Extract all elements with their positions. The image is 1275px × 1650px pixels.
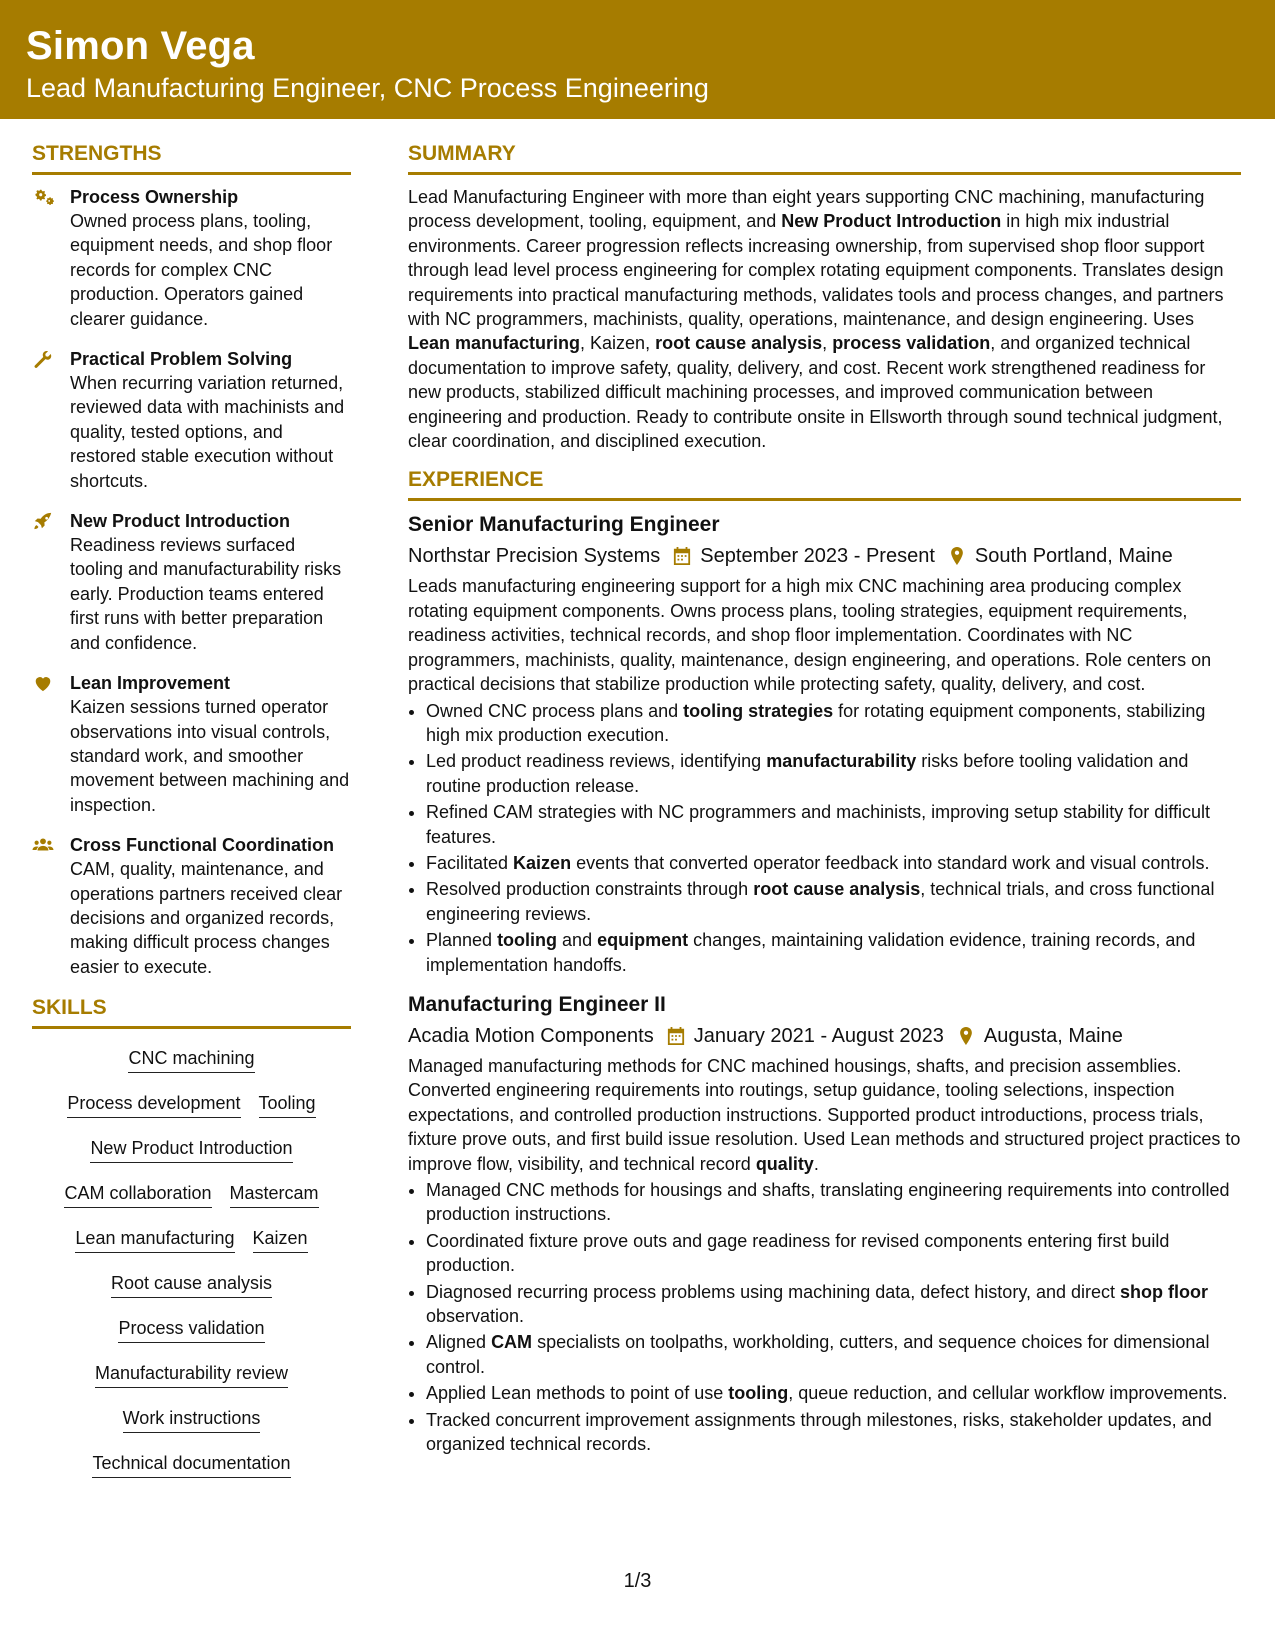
contact-email[interactable] [192, 117, 434, 139]
list-item: • Resolved production constraints through root cause analysis, technical trials, and cross functional engineering reviews. [426, 877, 1241, 926]
rocket-icon [32, 511, 54, 531]
page-number: 1/3 [623, 1570, 652, 1592]
phone-icon [26, 118, 46, 138]
experience-heading: EXPERIENCE [408, 467, 1241, 501]
job-location: South Portland, Maine [974, 545, 1173, 568]
wrench-icon [32, 349, 54, 369]
phone-text: (207) 555-1846 [51, 118, 175, 138]
strength-title: Cross Functional Coordination [70, 835, 334, 856]
map-pin-icon [957, 1026, 975, 1046]
summary-text: Lead Manufacturing Engineer with more than eight years supporting CNC machining, manufacturing process development, tooling, equipment, and New Product Introduction in high mix industrial environments. Career progression reflects increasing ownership, from supervised shop floor support through lead level process engineering for complex rotating equipment components. Translates design requirements into practical manufacturing methods, validates tools and process changes, and partners with NC programmers, machinists, quality, operations, maintenance, and design engineering. Uses Lean manufacturing, Kaizen, root cause analysis, process validation, and organized technical documentation to improve safety, quality, delivery, and cost. Recent work strengthened readiness for new products, stabilized difficult machining processes, and improved communication between engineering and production. Ready to contribute onsite in Ellsworth through sound technical judgment, clear coordination, and disciplined execution. [408, 187, 1224, 452]
skill-tag: Root cause analysis [111, 1272, 272, 1298]
strength-title: Practical Problem Solving [70, 349, 293, 370]
skill-tag: Lean manufacturing [75, 1227, 234, 1253]
contact-phone[interactable] [26, 117, 174, 139]
strength-description: Readiness reviews surfaced tooling and manufacturability risks early. Production teams entered first runs with better preparation and confidence. [70, 535, 342, 653]
job-company: Northstar Precision Systems [408, 545, 661, 568]
strength-item [32, 509, 351, 655]
skill-tag: Kaizen [253, 1227, 308, 1253]
strength-description: Kaizen sessions turned operator observations into visual controls, standard work, and smoother movement between machining and inspection. [70, 697, 350, 815]
heart-icon [32, 673, 54, 693]
list-item: • Aligned CAM specialists on toolpaths, workholding, cutters, and sequence choices for dimensional control. [426, 1330, 1241, 1379]
list-item: • Coordinated fixture prove outs and gage readiness for revised components entering first build production. [426, 1229, 1241, 1278]
strength-title: Lean Improvement [70, 673, 231, 694]
skill-tag: Tooling [259, 1092, 316, 1118]
skill-tag: Process validation [118, 1317, 264, 1343]
strength-title: New Product Introduction [70, 511, 290, 532]
job-entry [408, 991, 1241, 1457]
list-item: • Applied Lean methods to point of use tooling, queue reduction, and cellular workflow improvements. [426, 1381, 1241, 1405]
list-item: • Owned CNC process plans and tooling strategies for rotating equipment components, stabilizing high mix production execution. [426, 699, 1241, 748]
candidate-name: Simon Vega [26, 24, 255, 68]
list-item: • Refined CAM strategies with NC programmers and machinists, improving setup stability for difficult features. [426, 800, 1241, 849]
job-bullets [408, 1178, 1241, 1456]
skill-tag: Process development [67, 1092, 240, 1118]
calendar-icon [673, 546, 691, 566]
strength-description: CAM, quality, maintenance, and operations partners received clear decisions and organized records, making difficult process changes easier to execute. [70, 859, 343, 977]
resume-body [0, 119, 1275, 1489]
list-item: • Facilitated Kaizen events that converted operator feedback into standard work and visual controls. [426, 851, 1241, 875]
skills-heading: SKILLS [32, 995, 351, 1029]
linkedin-icon [452, 118, 472, 138]
list-item: • Diagnosed recurring process problems using machining data, defect history, and direct shop floor observation. [426, 1280, 1241, 1329]
strength-item [32, 347, 351, 493]
map-pin-icon [948, 546, 966, 566]
job-title: Senior Manufacturing Engineer [408, 513, 720, 537]
linkedin-text: linkedin.com/example/simonvega [477, 118, 743, 138]
strengths-heading: STRENGTHS [32, 141, 351, 175]
right-column [408, 141, 1241, 1489]
strength-description: When recurring variation returned, reviewed data with machinists and quality, tested options, and restored stable execution without shortcuts. [70, 373, 345, 491]
left-column [32, 141, 351, 1489]
skill-tag: CAM collaboration [64, 1182, 211, 1208]
summary-heading: SUMMARY [408, 141, 1241, 175]
calendar-icon [667, 1026, 685, 1046]
list-item: • Led product readiness reviews, identifying manufacturability risks before tooling validation and routine production release. [426, 749, 1241, 798]
job-bullets [408, 699, 1241, 977]
strength-item [32, 185, 351, 331]
job-meta [408, 542, 1241, 570]
job-company: Acadia Motion Components [408, 1024, 654, 1047]
strength-item [32, 671, 351, 817]
job-description: Managed manufacturing methods for CNC machined housings, shafts, and precision assemblies. Converted engineering requirements into routings, setup guidance, tooling selections, inspection expectations, and controlled production instructions. Supported product introductions, process trials, fixture prove outs, and first build issue resolution. Used Lean methods and structured project practices to improve flow, visibility, and technical record quality. [408, 1055, 1241, 1174]
skill-tag: Manufacturability review [95, 1362, 288, 1388]
resume-header [0, 0, 1275, 138]
skills-list [32, 1039, 351, 1489]
job-dates: January 2021 - August 2023 [693, 1024, 944, 1047]
job-entry [408, 511, 1241, 977]
email-text: simon.vega@example.com [217, 118, 435, 138]
list-item: • Tracked concurrent improvement assignments through milestones, risks, stakeholder updates, and organized technical records. [426, 1408, 1241, 1457]
strength-item [32, 833, 351, 979]
skill-tag: Work instructions [123, 1407, 261, 1433]
skill-tag: New Product Introduction [90, 1137, 292, 1163]
job-dates: September 2023 - Present [700, 545, 935, 568]
skill-tag: Mastercam [230, 1182, 319, 1208]
contact-linkedin[interactable] [452, 117, 742, 139]
envelope-icon [192, 118, 212, 138]
gears-icon [32, 187, 54, 207]
map-pin-icon [761, 118, 781, 138]
job-description: Leads manufacturing engineering support for a high mix CNC machining area producing complex rotating equipment components. Owns process plans, tooling strategies, equipment requirements, readiness activities, technical records, and shop floor implementation. Coordinates with NC programmers, machinists, quality, maintenance, design engineering, and operations. Role centers on practical decisions that stabilize production while protecting safety, quality, delivery, and cost. [408, 576, 1212, 695]
list-item: • Planned tooling and equipment changes, maintaining validation evidence, training records, and implementation handoffs. [426, 928, 1241, 977]
strength-description: Owned process plans, tooling, equipment needs, and shop floor records for complex CNC production. Operators gained clearer guidance. [70, 211, 333, 329]
users-icon [32, 835, 54, 855]
skill-tag: Technical documentation [92, 1452, 290, 1478]
job-meta [408, 1022, 1241, 1050]
contact-location [761, 117, 945, 139]
strength-title: Process Ownership [70, 187, 239, 207]
location-text: Portland, ME 04103 [785, 118, 945, 138]
job-title: Manufacturing Engineer II [408, 992, 666, 1016]
skill-tag: CNC machining [128, 1047, 254, 1073]
job-location: Augusta, Maine [983, 1024, 1123, 1047]
list-item: • Managed CNC methods for housings and shafts, translating engineering requirements into controlled production instructions. [426, 1178, 1241, 1227]
candidate-title: Lead Manufacturing Engineer, CNC Process Engineering [26, 73, 709, 103]
